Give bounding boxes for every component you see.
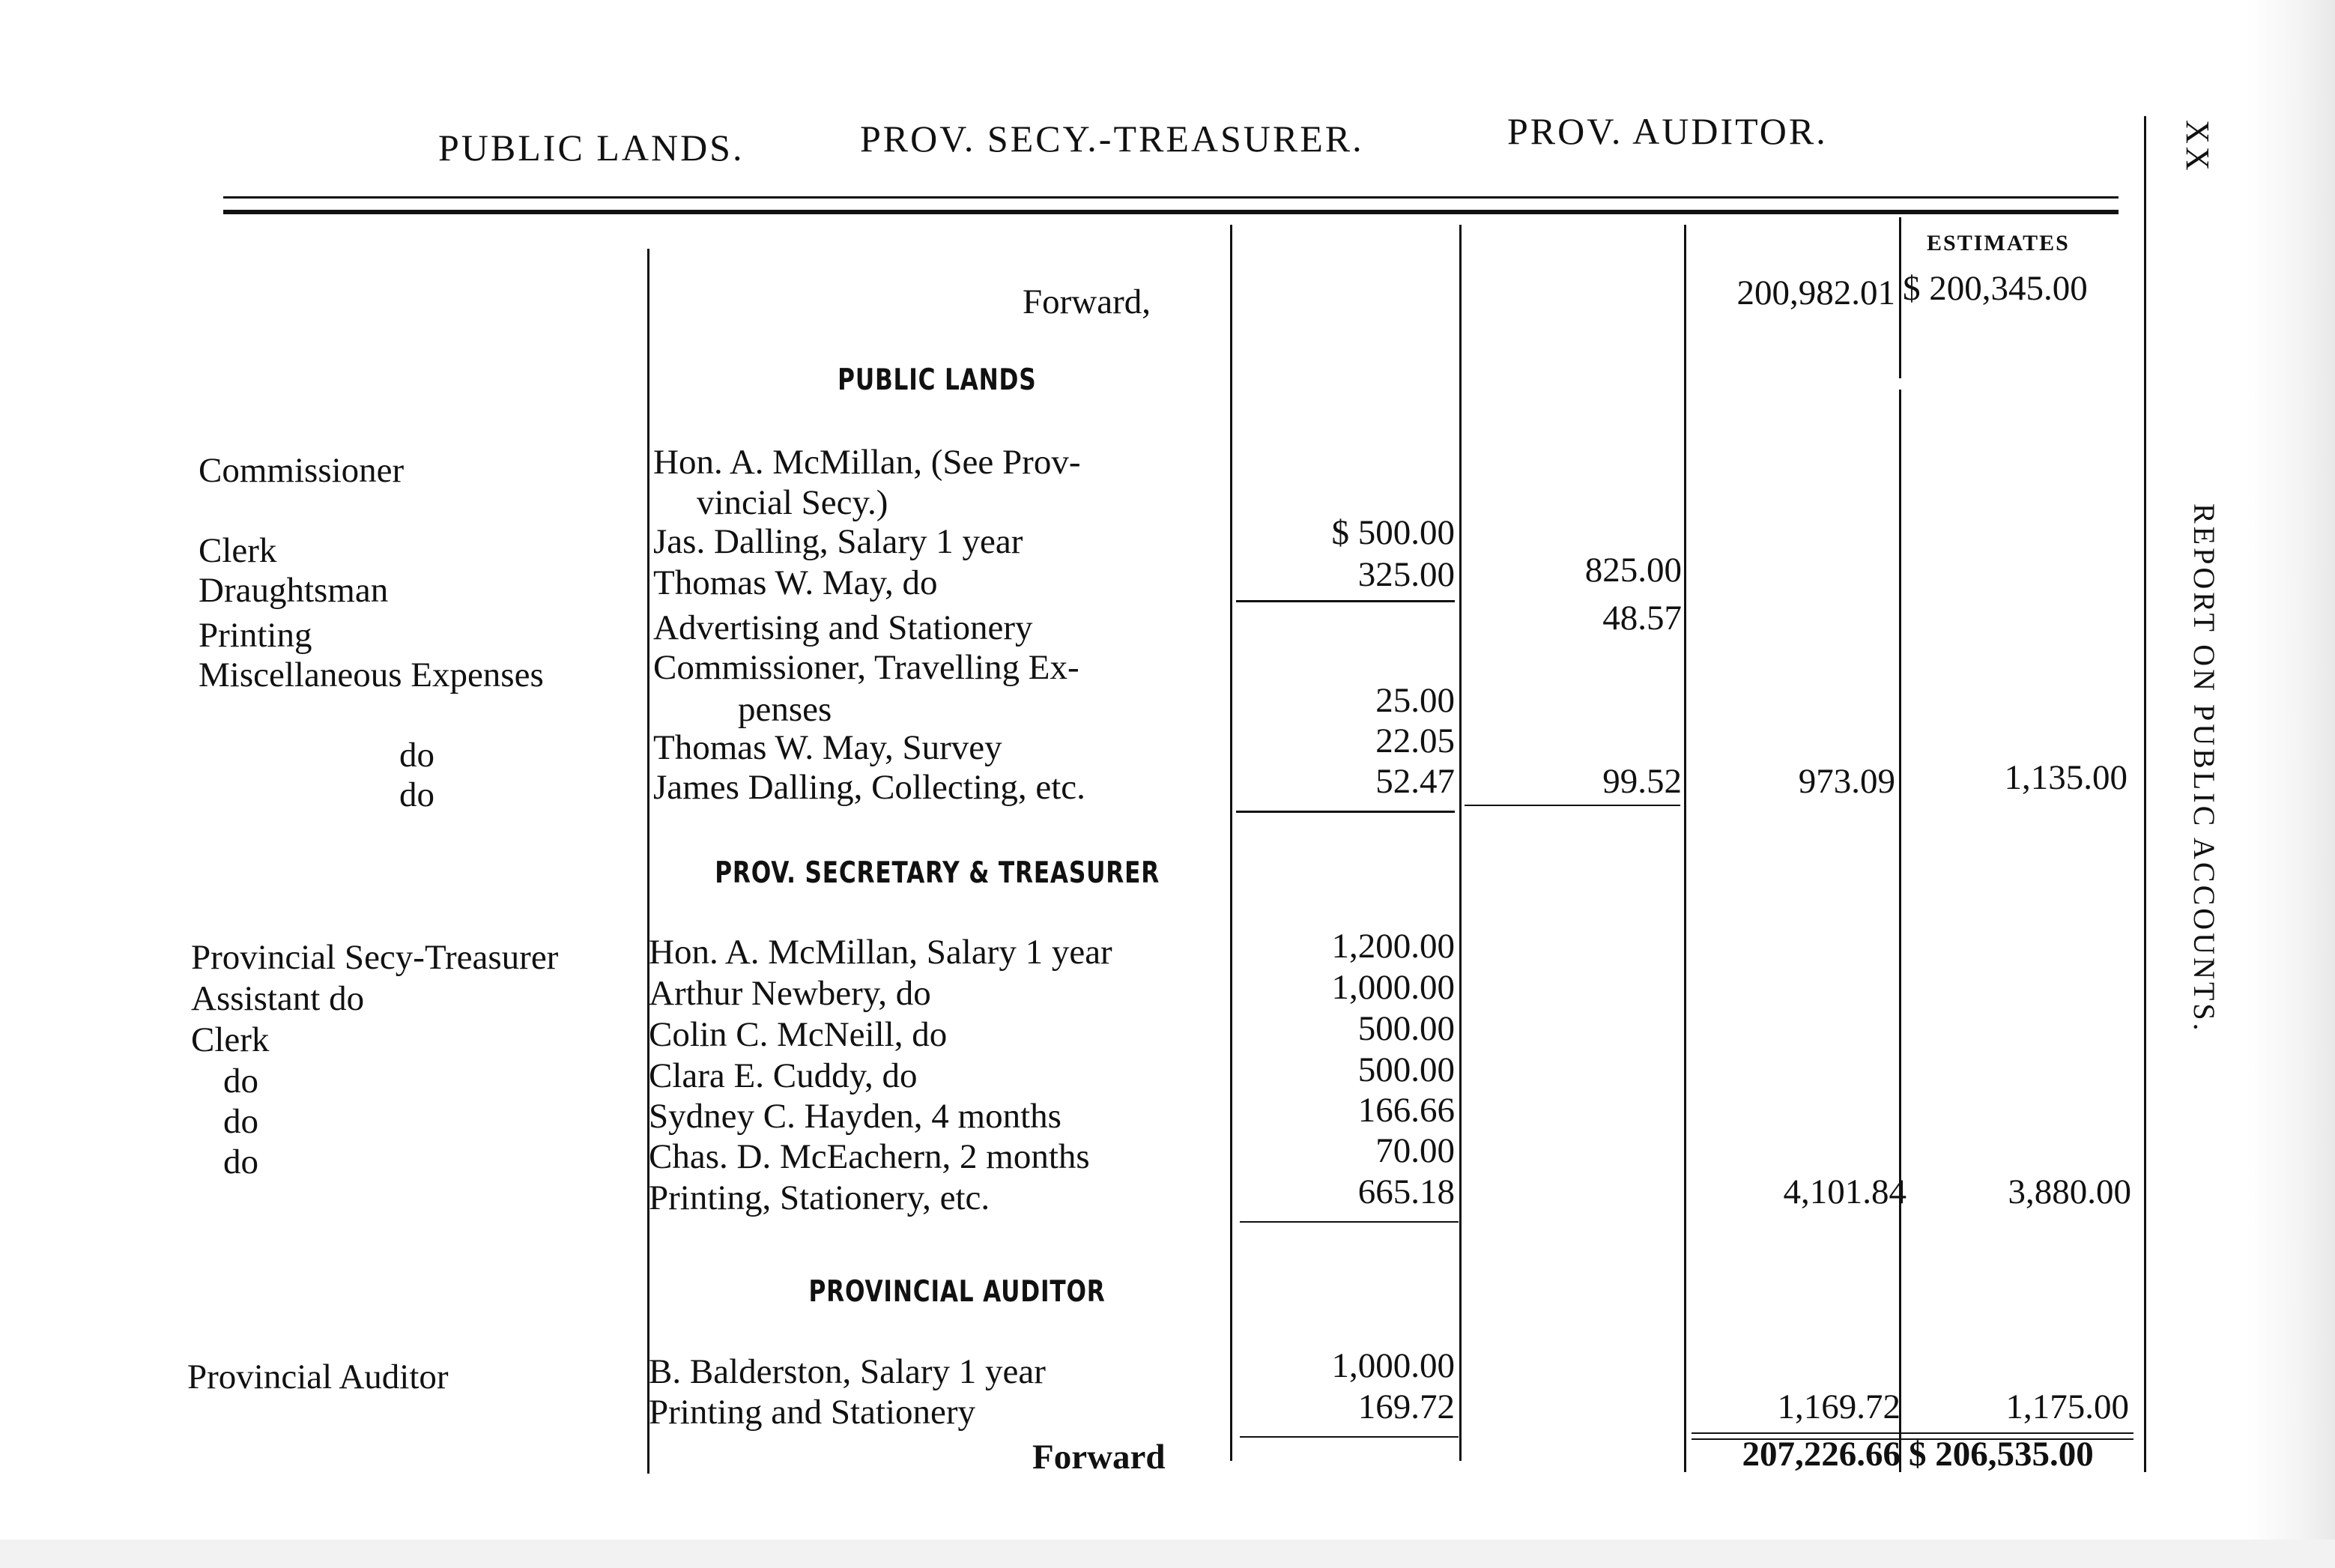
table-col-rule-1 [647, 249, 649, 1474]
pl-do1-role: do [399, 736, 434, 775]
pl-misc-subtotal: 99.52 [1602, 762, 1682, 801]
header-prov-secy: PROV. SECY.-TREASURER. [860, 118, 1364, 160]
ps-amount-0: 1,200.00 [1331, 927, 1455, 966]
pl-salaries-rule [1236, 600, 1455, 602]
page-edge-shadow [2247, 0, 2335, 1568]
header-prov-auditor: PROV. AUDITOR. [1507, 110, 1828, 152]
header-rule-top [223, 196, 2119, 199]
page-number: XX [2179, 120, 2216, 174]
ps-rule [1240, 1221, 1459, 1223]
table-col-rule-3 [1459, 225, 1462, 1461]
forward-top-total: 200,982.01 [1736, 273, 1895, 312]
ps-role-5: do [223, 1142, 258, 1181]
forward-top-label: Forward, [1023, 282, 1151, 321]
table-col-rule-4 [1684, 225, 1686, 1472]
pl-estimate: 1,135.00 [2004, 758, 2127, 797]
ps-role-3: do [223, 1062, 258, 1101]
pa-amount-1: 1,000.00 [1331, 1346, 1455, 1385]
pl-do1-desc: Thomas W. May, Survey [653, 728, 1002, 767]
estimates-col-rule-top [1899, 217, 1901, 378]
pl-do2-desc: James Dalling, Collecting, etc. [653, 768, 1085, 807]
scan-bottom-margin [0, 1540, 2335, 1568]
prov-auditor-heading: PROVINCIAL AUDITOR [808, 1275, 1106, 1309]
pa-total: 1,169.72 [1777, 1387, 1901, 1426]
ps-desc-3: Clara E. Cuddy, do [649, 1056, 918, 1095]
ps-amount-6: 665.18 [1357, 1172, 1455, 1211]
pl-clerk-desc: Jas. Dalling, Salary 1 year [653, 522, 1023, 561]
pa-desc-1: B. Balderston, Salary 1 year [649, 1352, 1046, 1391]
header-public-lands: PUBLIC LANDS. [438, 127, 745, 169]
public-lands-heading: PUBLIC LANDS [838, 363, 1037, 397]
ps-role-1: Assistant do [191, 979, 365, 1018]
pl-misc-desc-2: penses [738, 690, 832, 729]
ps-amount-1: 1,000.00 [1331, 968, 1455, 1007]
pl-misc-rule-2 [1465, 805, 1680, 806]
pl-commissioner-desc-2: vincial Secy.) [697, 483, 888, 522]
forward-bottom-label: Forward [1032, 1438, 1166, 1477]
right-margin-rule [2144, 116, 2146, 1472]
pa-role: Provincial Auditor [187, 1357, 449, 1396]
pl-draughtsman-amount: 325.00 [1357, 555, 1455, 594]
ps-desc-6: Printing, Stationery, etc. [649, 1178, 990, 1217]
pl-misc-rule-1 [1236, 811, 1455, 813]
pl-printing-desc: Advertising and Stationery [653, 608, 1033, 647]
pa-amount-2: 169.72 [1357, 1387, 1455, 1426]
ps-desc-2: Colin C. McNeill, do [649, 1015, 948, 1054]
pl-printing-role: Printing [199, 616, 312, 655]
ps-role-4: do [223, 1102, 258, 1141]
ps-desc-0: Hon. A. McMillan, Salary 1 year [649, 933, 1112, 972]
ps-amount-2: 500.00 [1357, 1009, 1455, 1048]
pl-commissioner-desc-1: Hon. A. McMillan, (See Prov- [653, 443, 1081, 482]
pl-do2-amount: 52.47 [1375, 762, 1455, 801]
pl-misc-role: Miscellaneous Expenses [199, 656, 544, 694]
ps-total: 4,101.84 [1783, 1172, 1907, 1211]
ps-amount-4: 166.66 [1357, 1091, 1455, 1130]
header-rule-bottom [223, 210, 2119, 214]
pl-clerk-role: Clerk [199, 531, 277, 570]
pl-commissioner-role: Commissioner [199, 451, 405, 490]
ps-role-2: Clerk [191, 1020, 270, 1059]
forward-bottom-rule-1 [1692, 1432, 2133, 1434]
pa-estimate: 1,175.00 [2005, 1387, 2129, 1426]
ps-desc-4: Sydney C. Hayden, 4 months [649, 1097, 1061, 1136]
ps-desc-1: Arthur Newbery, do [649, 974, 931, 1013]
table-col-rule-2 [1230, 225, 1232, 1461]
estimates-header: ESTIMATES [1927, 231, 2070, 255]
side-title: REPORT ON PUBLIC ACCOUNTS. [2187, 503, 2221, 1034]
forward-top-estimate: $ 200,345.00 [1903, 269, 2088, 308]
pl-do1-amount: 22.05 [1375, 721, 1455, 760]
ps-role-0: Provincial Secy-Treasurer [191, 938, 559, 977]
pl-clerk-amount: $ 500.00 [1331, 513, 1455, 552]
ps-estimate: 3,880.00 [2008, 1172, 2131, 1211]
ps-desc-5: Chas. D. McEachern, 2 months [649, 1137, 1090, 1176]
forward-bottom-estimate: $ 206,535.00 [1909, 1435, 2094, 1474]
pl-printing-subtotal: 48.57 [1602, 599, 1682, 638]
pl-misc-desc-1: Commissioner, Travelling Ex- [653, 648, 1079, 687]
estimates-col-rule [1899, 390, 1901, 1472]
pa-rule [1240, 1436, 1459, 1438]
pa-desc-2: Printing and Stationery [649, 1393, 976, 1432]
prov-secretary-heading: PROV. SECRETARY & TREASURER [715, 856, 1160, 890]
forward-bottom-total: 207,226.66 [1742, 1435, 1901, 1474]
ps-amount-5: 70.00 [1375, 1131, 1455, 1170]
pl-salaries-subtotal: 825.00 [1584, 551, 1682, 590]
pl-draughtsman-role: Draughtsman [199, 571, 389, 610]
pl-total: 973.09 [1798, 762, 1895, 801]
ps-amount-3: 500.00 [1357, 1050, 1455, 1089]
pl-misc-amount: 25.00 [1375, 681, 1455, 720]
pl-do2-role: do [399, 775, 434, 814]
pl-draughtsman-desc: Thomas W. May, do [653, 563, 938, 602]
